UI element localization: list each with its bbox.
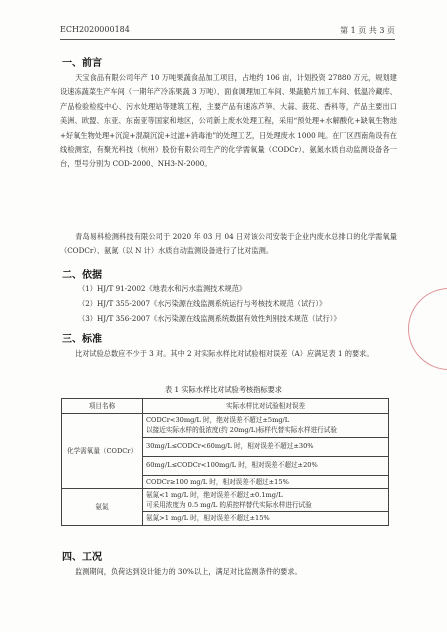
item-name-ammonia: 氨氮 xyxy=(62,488,143,525)
column-header-requirement: 实际水样比对试验相对误差 xyxy=(143,399,389,414)
section-title-basis: 二、依据 xyxy=(62,270,102,281)
requirement-cell xyxy=(143,488,389,512)
preface-paragraph-2 xyxy=(60,230,397,259)
standard-text: 比对试验总数应不少于 3 对。其中 2 对实际水样比对试验相对误差（A）应满足表 1 的要求。 xyxy=(75,349,374,358)
requirement-cell: 氨氮>1 mg/L 时，相对误差不超过±15% xyxy=(143,512,389,525)
reference-item: （1）HJ/T 91-2002《地表水和污水监测技术规范》 xyxy=(78,284,247,293)
document-id: ECH2020000184 xyxy=(60,25,130,34)
section-title-preface: 一、前言 xyxy=(62,58,102,69)
section-title-conditions: 四、工况 xyxy=(62,552,102,563)
table-row xyxy=(62,414,389,438)
reference-item: （3）HJ/T 356-2007《水污染源在线监测系统数据有效性判别技术规范（试行）》 xyxy=(78,314,341,323)
preface-text-2: 青岛易科检测科技有限公司于 2020 年 03 月 04 日对该公司安装于企业内废水总排口的化学需氧量（CODCr）、氨氮（以 N 计）水质自动监测设备进行了比对监测。 xyxy=(60,232,397,256)
section-title-standard: 三、标准 xyxy=(62,334,102,345)
column-header-item: 项目名称 xyxy=(62,399,143,414)
requirement-line: CODCr<30mg/L 时，绝对误差不超过±5mg/L xyxy=(146,416,290,424)
page-number: 第 1 页 共 3 页 xyxy=(340,26,395,35)
standard-paragraph xyxy=(60,347,397,361)
header-divider xyxy=(60,39,395,40)
preface-paragraph-1 xyxy=(60,71,397,172)
item-name-cod: 化学需氧量（CODCr） xyxy=(62,414,143,489)
table-row xyxy=(62,488,389,512)
company-seal-stamp xyxy=(408,288,447,370)
conditions-text: 监测期间，负荷达到设计能力的 30%以上，满足对比监测条件的要求。 xyxy=(75,567,302,576)
preface-text-1: 天宝食品有限公司年产 10 万吨果蔬食品加工项目，占地约 106 亩，计划投资 27880 万元，规划建设速冻蔬菜生产车间（一期年产冷冻果蔬 3 万吨）、面食调理加工车间、果蔬脆片加工车间、低温冷藏库、产品检验检疫中心、污水处理站等建筑工程，主要产品有速冻芦笋、大蒜、菠花、香科等，产品主要出口美洲、欧盟、东亚、东南亚等国家和地区，公司新上废水处理工程，采用“预处理+水解酸化+缺氧生物池+好氧生物处理+沉淀+混凝沉淀+过滤+消毒池”的处理工艺，日处理废水 1000 吨。在厂区西南角设有在线检测室，有聚光科技（杭州）股份有限公司生产的化学需氧量（CODCr）、氨氮水质自动监测设备各一台，型号分别为 COD-2000、NH3-N-2000。 xyxy=(60,73,397,169)
requirement-line: 可采用浓度为 0.5 mg/L 的质控样替代实际水样进行试验 xyxy=(146,501,312,510)
comparison-standard-table xyxy=(61,398,389,526)
requirement-cell: 30mg/L≤CODCr<60mg/L 时，相对误差不超过±30% xyxy=(143,437,389,456)
table-header-row xyxy=(62,399,389,414)
requirement-cell: CODCr≥100 mg/L 时，相对误差不超过±15% xyxy=(143,475,389,488)
reference-item: （2）HJ/T 355-2007《水污染源在线监测系统运行与考核技术规范（试行）》 xyxy=(78,299,327,308)
requirement-line: 氨氮<1 mg/L 时，绝对误差不超过±0.1mg/L xyxy=(146,490,283,499)
requirement-cell: 60mg/L≤CODCr<100mg/L 时，相对误差不超过±20% xyxy=(143,456,389,475)
requirement-line: 以接近实际水样的低浓度(约 20mg/L)标样代替实际水样进行试验 xyxy=(146,426,337,435)
conditions-paragraph xyxy=(60,565,397,579)
page-header xyxy=(60,25,395,39)
table-caption: 表 1 实际水样比对试验考核指标要求 xyxy=(165,385,282,394)
requirement-cell xyxy=(143,414,389,438)
